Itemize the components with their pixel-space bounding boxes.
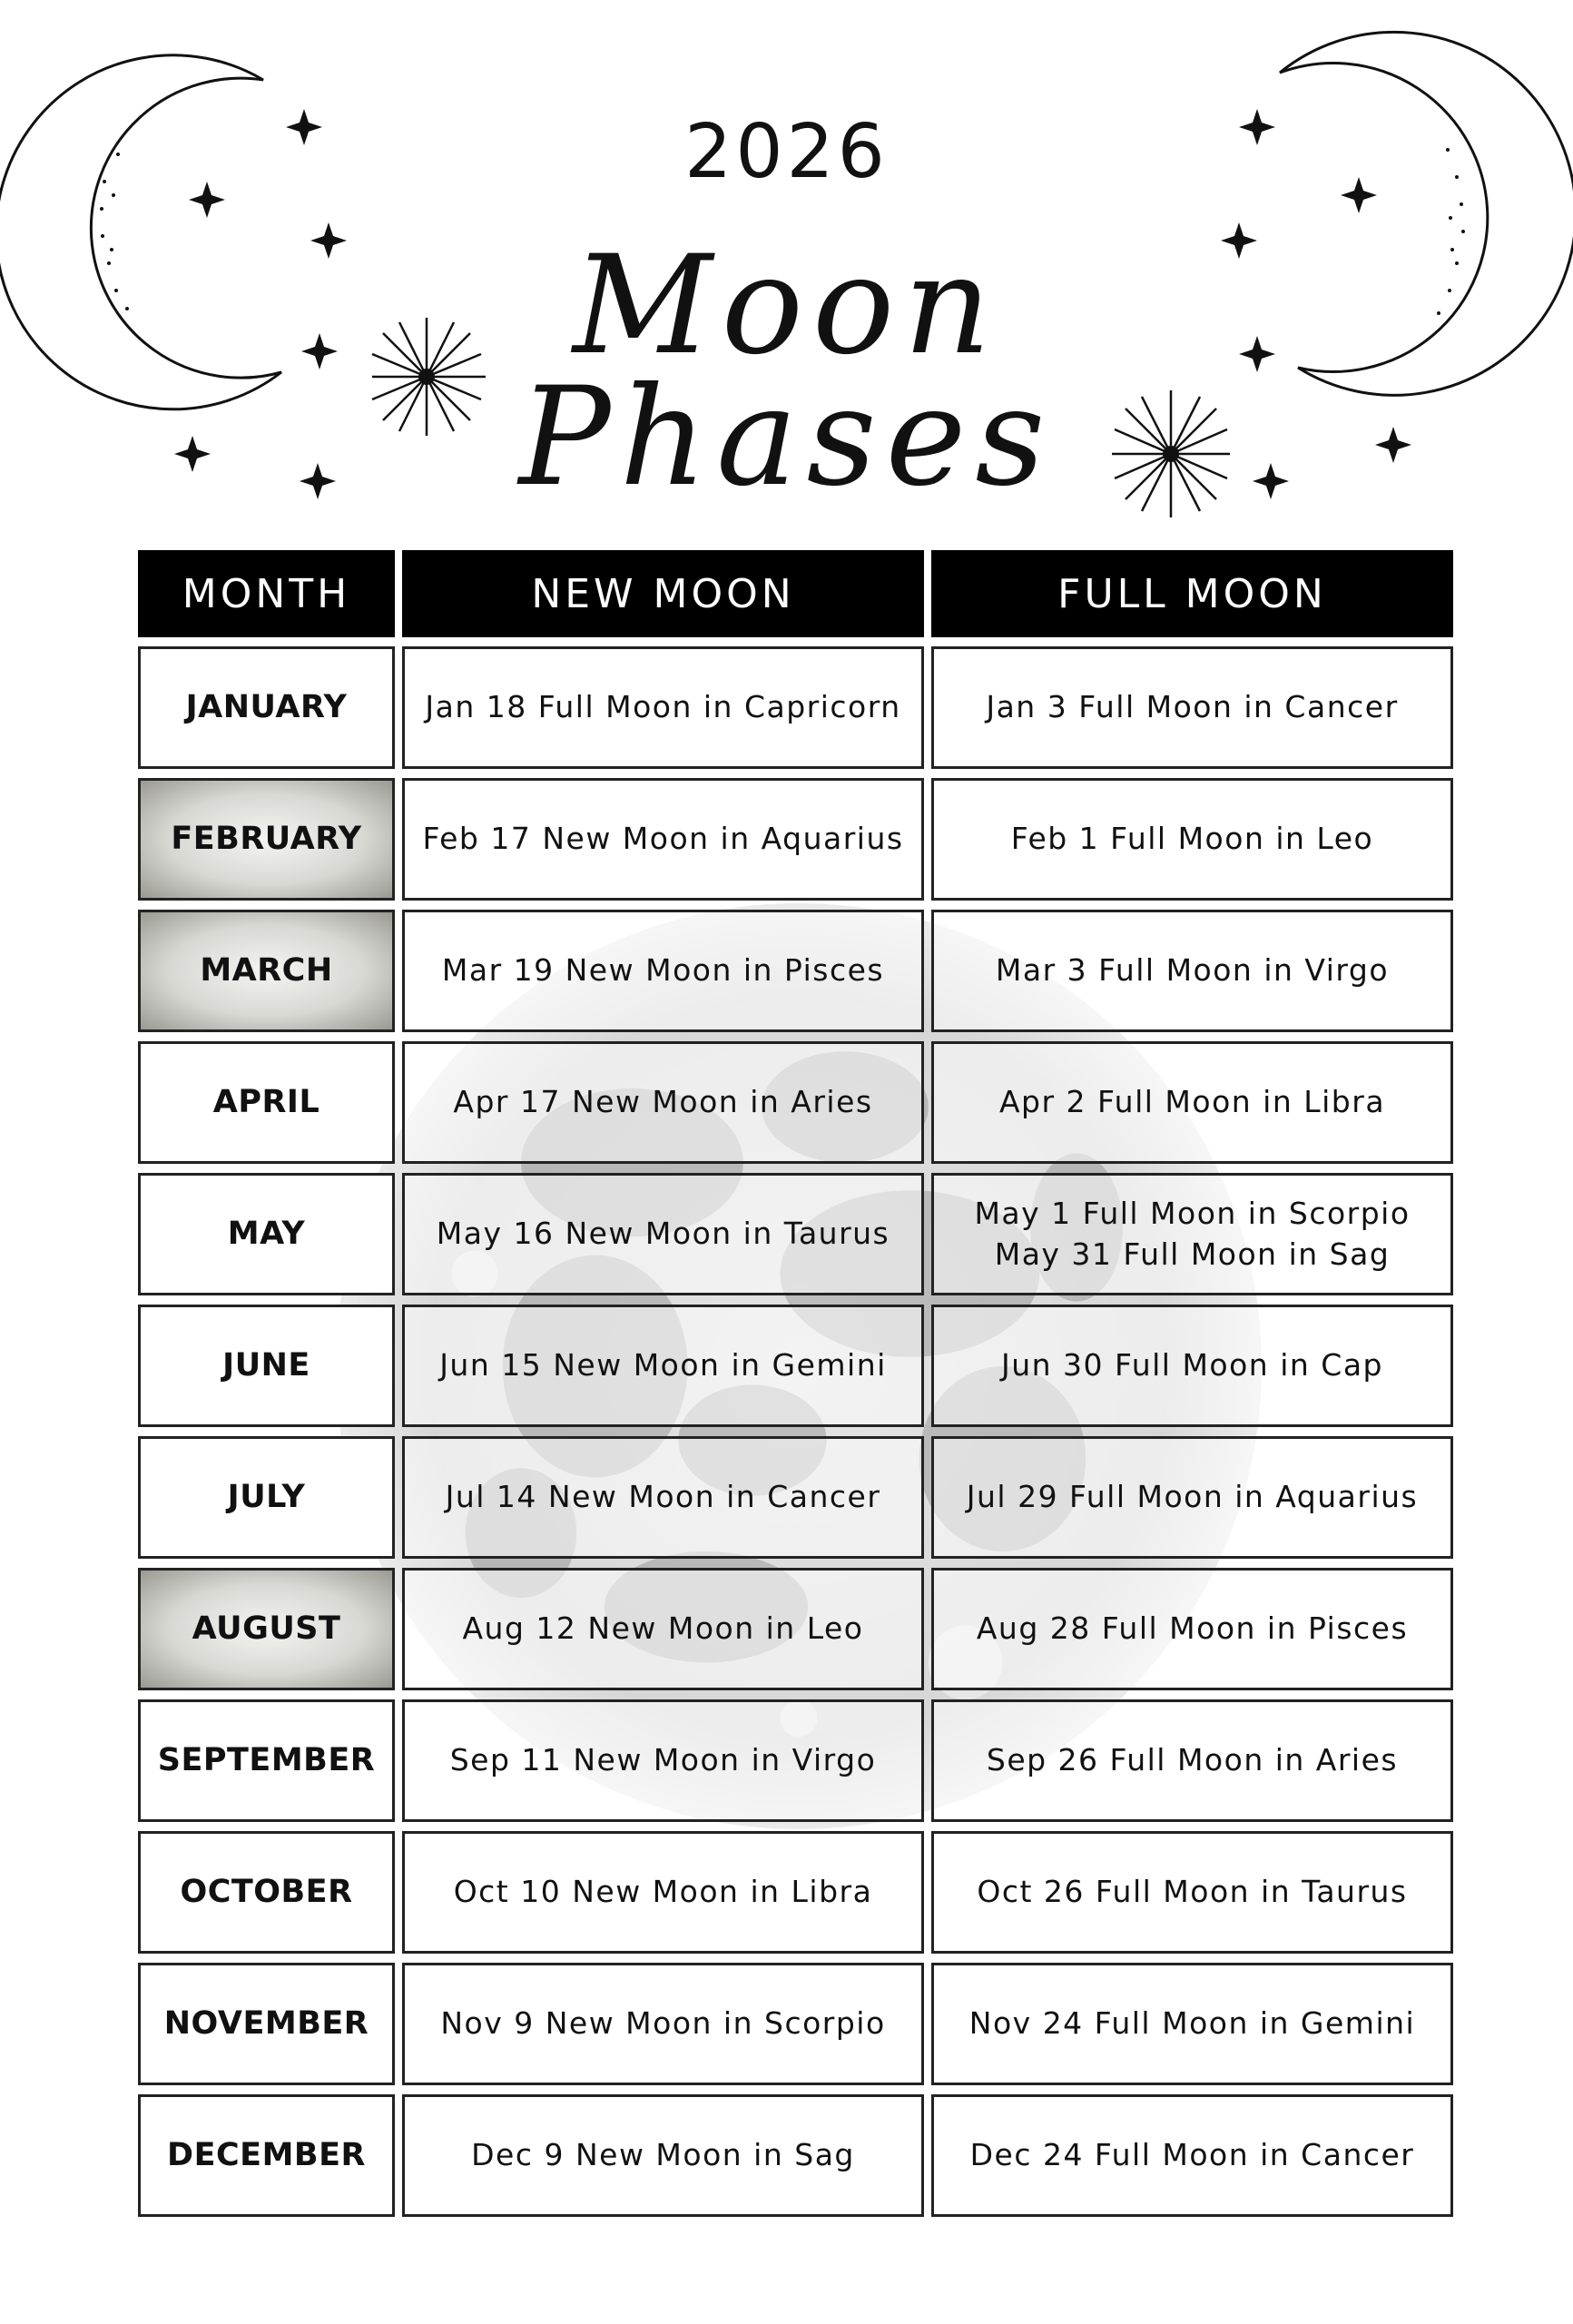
full-moon-cell [931, 1436, 1453, 1559]
full-moon-entry: May 31 Full Moon in Sag [994, 1236, 1391, 1272]
new-moon-cell: Nov 9 New Moon in Scorpio [402, 1963, 924, 2085]
full-moon-entry: Sep 26 Full Moon in Aries [986, 1742, 1399, 1778]
full-moon-cell [931, 1831, 1453, 1954]
title-phases: Phases [518, 359, 1055, 517]
full-moon-entry: May 1 Full Moon in Scorpio [974, 1195, 1411, 1231]
moon-phase-table [138, 550, 1454, 2217]
full-moon-entry: Mar 3 Full Moon in Virgo [995, 952, 1390, 989]
month-cell: NOVEMBER [138, 1963, 395, 2085]
full-moon-entry: Oct 26 Full Moon in Taurus [977, 1874, 1408, 1910]
full-moon-entry: Jan 3 Full Moon in Cancer [986, 689, 1399, 725]
new-moon-cell: May 16 New Moon in Taurus [402, 1173, 924, 1295]
month-cell: FEBRUARY [138, 778, 395, 901]
header-full-moon: FULL MOON [931, 550, 1453, 637]
full-moon-entry: Dec 24 Full Moon in Cancer [969, 2137, 1415, 2173]
month-cell: SEPTEMBER [138, 1699, 395, 1822]
full-moon-cell [931, 1305, 1453, 1427]
full-moon-cell [931, 1041, 1453, 1164]
full-moon-cell [931, 910, 1453, 1032]
month-cell: DECEMBER [138, 2094, 395, 2217]
full-moon-cell [931, 1173, 1453, 1295]
month-cell: JULY [138, 1436, 395, 1559]
full-moon-entry: Nov 24 Full Moon in Gemini [968, 2005, 1416, 2042]
new-moon-cell: Jul 14 New Moon in Cancer [402, 1436, 924, 1559]
month-cell: AUGUST [138, 1568, 395, 1690]
new-moon-cell: Oct 10 New Moon in Libra [402, 1831, 924, 1954]
month-cell: JANUARY [138, 646, 395, 769]
new-moon-cell: Jun 15 New Moon in Gemini [402, 1305, 924, 1427]
header-new-moon: NEW MOON [402, 550, 924, 637]
month-cell: OCTOBER [138, 1831, 395, 1954]
month-cell: MAY [138, 1173, 395, 1295]
month-cell: JUNE [138, 1305, 395, 1427]
full-moon-cell [931, 778, 1453, 901]
month-cell: APRIL [138, 1041, 395, 1164]
full-moon-cell [931, 646, 1453, 769]
full-moon-entry: Jul 29 Full Moon in Aquarius [966, 1479, 1419, 1515]
title-moon: Moon [573, 227, 1000, 385]
full-moon-cell [931, 2094, 1453, 2217]
header-month: MONTH [138, 550, 395, 637]
new-moon-cell: Aug 12 New Moon in Leo [402, 1568, 924, 1690]
new-moon-cell: Mar 19 New Moon in Pisces [402, 910, 924, 1032]
full-moon-cell [931, 1699, 1453, 1822]
full-moon-entry: Apr 2 Full Moon in Libra [998, 1084, 1386, 1120]
new-moon-cell: Apr 17 New Moon in Aries [402, 1041, 924, 1164]
full-moon-entry: Jun 30 Full Moon in Cap [1001, 1347, 1383, 1384]
month-cell: MARCH [138, 910, 395, 1032]
full-moon-cell [931, 1963, 1453, 2085]
new-moon-cell: Jan 18 Full Moon in Capricorn [402, 646, 924, 769]
full-moon-entry: Aug 28 Full Moon in Pisces [976, 1610, 1409, 1647]
new-moon-cell: Feb 17 New Moon in Aquarius [402, 778, 924, 901]
new-moon-cell: Dec 9 New Moon in Sag [402, 2094, 924, 2217]
new-moon-cell: Sep 11 New Moon in Virgo [402, 1699, 924, 1822]
full-moon-cell [931, 1568, 1453, 1690]
full-moon-entry: Feb 1 Full Moon in Leo [1010, 821, 1374, 857]
year-heading: 2026 [684, 109, 889, 195]
